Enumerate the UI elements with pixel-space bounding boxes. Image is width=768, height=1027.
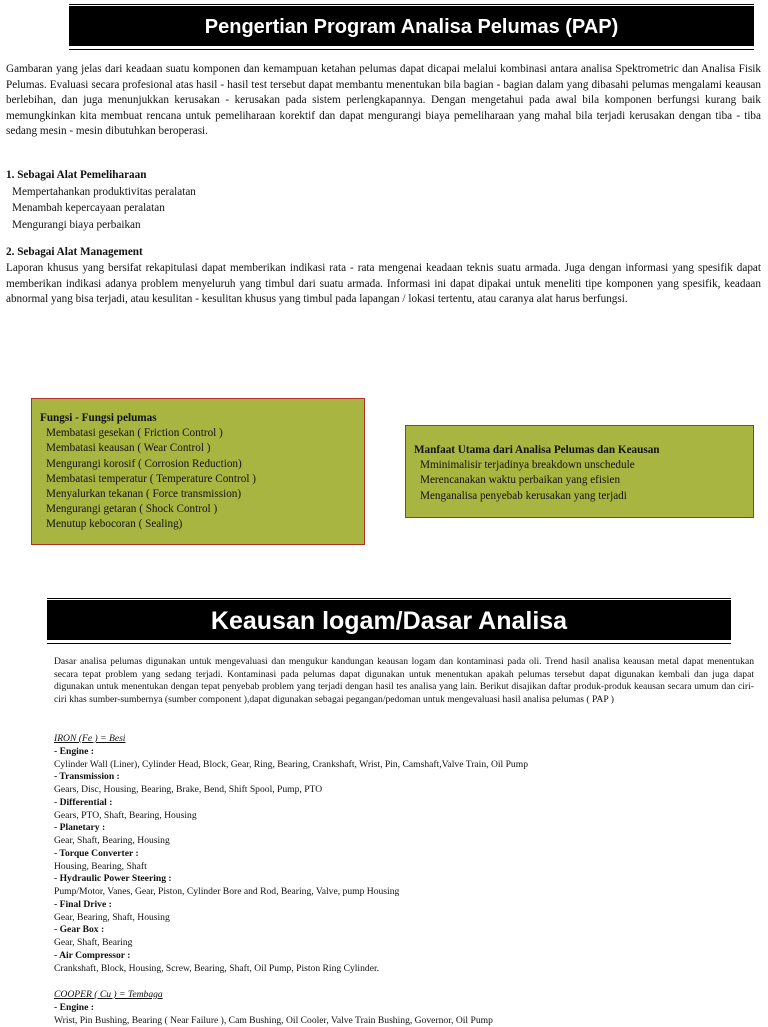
component-parts: Gears, PTO, Shaft, Bearing, Housing: [54, 810, 528, 823]
box-title: Fungsi - Fungsi pelumas: [40, 411, 364, 426]
list-item: Membatasi keausan ( Wear Control ): [40, 441, 364, 456]
list-item: Membatasi gesekan ( Friction Control ): [40, 426, 364, 441]
keausan-intro-paragraph: Dasar analisa pelumas digunakan untuk mengevaluasi dan mengukur kandungan keausan logam dan kontaminasi pada oli. Trend hasil analisa keausan metal dapat menentukan secara tepat problem yang sedang terjadi. Kontaminasi pada pelumas dapat digunakan untuk menentukan apakah pelumas tersebut dapat digunakan kembali dan juga dapat digunakan untuk menentukan dengan tepat penyebab problem yang terjadi dengan hasil tes analisa yang lain. Berikut disajikan daftar produk-produk keausan secara umum dan ciri-ciri khas sumber-sumbernya (sumber component ),dapat digunakan sebagai pegangan/pedoman untuk mengevaluasi hasil analisa pelumas ( PAP ): [54, 656, 754, 707]
section1-list: [12, 184, 196, 233]
component-parts: Gear, Shaft, Bearing, Housing: [54, 835, 528, 848]
list-item: Mengurangi korosif ( Corrosion Reduction): [40, 457, 364, 472]
metal-heading: IRON (Fe ) = Besi: [54, 733, 528, 746]
fungsi-pelumas-box: [31, 398, 365, 545]
intro-paragraph: Gambaran yang jelas dari keadaan suatu komponen dan kemampuan ketahan pelumas dapat dicapai melalui kombinasi antara analisa Spektrometric dan Analisa Fisik Pelumas. Evaluasi secara profesional atas hasil - hasil test tersebut dapat membantu menentukan bila bagian - bagian dalam yang dibasahi pelumas mengalami keausan berlebihan, dan juga menunjukkan kerusakan - kerusakan pada sistem perlengkapannya. Dengan mengetahui pada awal bila komponen berfungsi kurang baik memungkinkan kita membuat rencana untuk pemeliharaan korektif dan dapat mengurangi biaya pemeliharaan yang mahal bila terjadi kerusakan dengan tiba - tiba sedang mesin - mesin dibutuhkan beroperasi.: [6, 62, 761, 140]
list-item: Mempertahankan produktivitas peralatan: [12, 184, 196, 200]
page-title-banner: [69, 6, 754, 46]
component-name: - Engine :: [54, 746, 528, 759]
component-name: - Differential :: [54, 797, 528, 810]
component-parts: Gear, Bearing, Shaft, Housing: [54, 912, 528, 925]
list-item: Mengurangi getaran ( Shock Control ): [40, 502, 364, 517]
page-title: Pengertian Program Analisa Pelumas (PAP): [205, 16, 618, 39]
copper-section: [54, 989, 493, 1027]
box-title: Manfaat Utama dari Analisa Pelumas dan Keausan: [414, 443, 753, 458]
component-name: - Planetary :: [54, 822, 528, 835]
component-name: - Final Drive :: [54, 899, 528, 912]
section2-title: 2. Sebagai Alat Management: [6, 246, 143, 258]
iron-section: [54, 733, 528, 975]
section1-title: 1. Sebagai Alat Pemeliharaan: [6, 169, 146, 181]
component-parts: Gear, Shaft, Bearing: [54, 937, 528, 950]
list-item: Menyalurkan tekanan ( Force transmission): [40, 487, 364, 502]
list-item: Merencanakan waktu perbaikan yang efisien: [414, 473, 753, 488]
section2-paragraph: Laporan khusus yang bersifat rekapitulasi dapat memberikan indikasi rata - rata mengenai keadaan teknis suatu armada. Juga dengan informasi yang spesifik dapat memberikan indikasi adanya problem menyeluruh yang timbul dari suatu armada. Informasi ini dapat dipakai untuk meneliti tipe komponen yang spesifik, keadaan abnormal yang bisa terjadi, atau kesulitan - kesulitan khusus yang timbul pada lapangan / lokasi tertentu, atau caranya alat harus berfungsi.: [6, 261, 761, 308]
list-item: Membatasi temperatur ( Temperature Control ): [40, 472, 364, 487]
list-item: Menutup kebocoran ( Sealing): [40, 517, 364, 532]
component-parts: Pump/Motor, Vanes, Gear, Piston, Cylinder Bore and Rod, Bearing, Valve, pump Housing: [54, 886, 528, 899]
component-parts: Cylinder Wall (Liner), Cylinder Head, Block, Gear, Ring, Bearing, Crankshaft, Wrist, Pin, Camshaft,Valve Train, Oil Pump: [54, 759, 528, 772]
component-name: - Transmission :: [54, 771, 528, 784]
list-item: Mminimalisir terjadinya breakdown unschedule: [414, 458, 753, 473]
list-item: Mengurangi biaya perbaikan: [12, 217, 196, 233]
component-name: - Engine :: [54, 1002, 493, 1015]
component-name: - Gear Box :: [54, 924, 528, 937]
component-parts: Wrist, Pin Bushing, Bearing ( Near Failure ), Cam Bushing, Oil Cooler, Valve Train Bushing, Governor, Oil Pump: [54, 1015, 493, 1027]
section-title: Keausan logam/Dasar Analisa: [211, 607, 567, 636]
component-name: - Air Compressor :: [54, 950, 528, 963]
component-parts: Crankshaft, Block, Housing, Screw, Bearing, Shaft, Oil Pump, Piston Ring Cylinder.: [54, 963, 528, 976]
component-parts: Gears, Disc, Housing, Bearing, Brake, Bend, Shift Spool, Pump, PTO: [54, 784, 528, 797]
section-title-banner: [47, 600, 731, 640]
metal-heading: COOPER ( Cu ) = Tembaga: [54, 989, 493, 1002]
manfaat-analisa-box: [405, 425, 754, 518]
list-item: Menganalisa penyebab kerusakan yang terjadi: [414, 489, 753, 504]
component-name: - Hydraulic Power Steering :: [54, 873, 528, 886]
component-name: - Torque Converter :: [54, 848, 528, 861]
component-parts: Housing, Bearing, Shaft: [54, 861, 528, 874]
list-item: Menambah kepercayaan peralatan: [12, 200, 196, 216]
